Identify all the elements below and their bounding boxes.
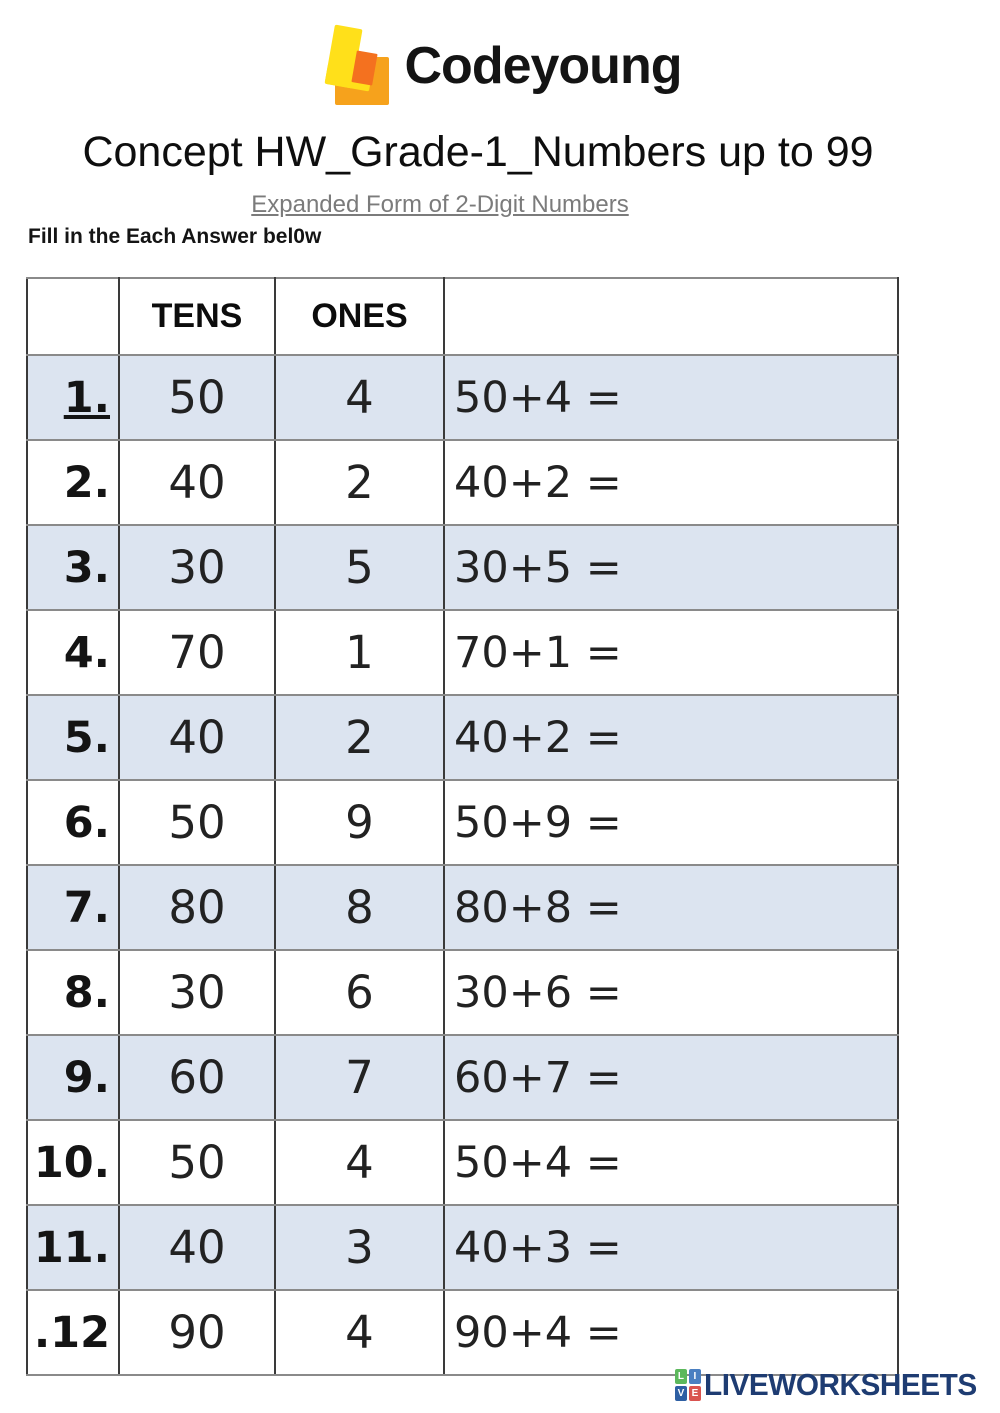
answer-cell[interactable] xyxy=(444,695,898,780)
table-row xyxy=(27,780,898,865)
tens-value: 30 xyxy=(119,950,275,1035)
instruction-text: Fill in the Each Answer bel0w xyxy=(28,225,322,248)
ones-value: 7 xyxy=(275,1035,444,1120)
codeyoung-logo xyxy=(0,22,1000,110)
liveworksheets-icon-square: E xyxy=(689,1386,701,1401)
ones-value: 8 xyxy=(275,865,444,950)
table-row xyxy=(27,1290,898,1375)
table-row xyxy=(27,1035,898,1120)
table-header xyxy=(27,278,898,355)
row-number: .12 xyxy=(27,1290,119,1375)
table-body xyxy=(27,355,898,1375)
row-number: 2. xyxy=(27,440,119,525)
answer-cell[interactable] xyxy=(444,950,898,1035)
row-number: 3. xyxy=(27,525,119,610)
tens-value: 30 xyxy=(119,525,275,610)
answer-cell[interactable] xyxy=(444,440,898,525)
worksheet-table xyxy=(26,277,899,1376)
ones-value: 6 xyxy=(275,950,444,1035)
answer-cell[interactable] xyxy=(444,865,898,950)
answer-cell[interactable] xyxy=(444,1120,898,1205)
codeyoung-logo-icon xyxy=(319,25,391,107)
tens-value: 40 xyxy=(119,695,275,780)
equation-text: 50+9 = xyxy=(454,797,622,848)
codeyoung-wordmark: Codeyoung xyxy=(404,37,682,95)
ones-value: 4 xyxy=(275,1290,444,1375)
row-number: 10. xyxy=(27,1120,119,1205)
tens-value: 70 xyxy=(119,610,275,695)
answer-cell[interactable] xyxy=(444,610,898,695)
table-row xyxy=(27,865,898,950)
table-row xyxy=(27,950,898,1035)
row-number: 8. xyxy=(27,950,119,1035)
ones-value: 4 xyxy=(275,355,444,440)
tens-value: 40 xyxy=(119,1205,275,1290)
table-row xyxy=(27,1205,898,1290)
row-number: 1. xyxy=(27,355,119,440)
answer-cell[interactable] xyxy=(444,1035,898,1120)
ones-value: 1 xyxy=(275,610,444,695)
row-number: 9. xyxy=(27,1035,119,1120)
header-blank-right xyxy=(444,278,898,355)
header-ones: ONES xyxy=(275,278,444,355)
equation-text: 60+7 = xyxy=(454,1052,622,1103)
table-row xyxy=(27,695,898,780)
ones-value: 9 xyxy=(275,780,444,865)
table-row xyxy=(27,525,898,610)
liveworksheets-icon-square: V xyxy=(675,1386,687,1401)
tens-value: 90 xyxy=(119,1290,275,1375)
ones-value: 4 xyxy=(275,1120,444,1205)
equation-text: 50+4 = xyxy=(454,372,622,423)
tens-value: 80 xyxy=(119,865,275,950)
tens-value: 50 xyxy=(119,1120,275,1205)
table-row xyxy=(27,610,898,695)
ones-value: 3 xyxy=(275,1205,444,1290)
table-row xyxy=(27,440,898,525)
header-tens: TENS xyxy=(119,278,275,355)
equation-text: 40+2 = xyxy=(454,457,622,508)
page-title: Concept HW_Grade-1_Numbers up to 99 xyxy=(82,128,874,176)
header-blank-left xyxy=(27,278,119,355)
tens-value: 60 xyxy=(119,1035,275,1120)
liveworksheets-wordmark: LIVEWORKSHEETS xyxy=(703,1367,977,1402)
answer-cell[interactable] xyxy=(444,525,898,610)
row-number: 4. xyxy=(27,610,119,695)
table-row xyxy=(27,1120,898,1205)
ones-value: 5 xyxy=(275,525,444,610)
ones-value: 2 xyxy=(275,695,444,780)
equation-text: 80+8 = xyxy=(454,882,622,933)
ones-value: 2 xyxy=(275,440,444,525)
row-number: 5. xyxy=(27,695,119,780)
liveworksheets-icon-square: I xyxy=(689,1369,701,1384)
tens-value: 40 xyxy=(119,440,275,525)
tens-value: 50 xyxy=(119,780,275,865)
equation-text: 50+4 = xyxy=(454,1137,622,1188)
liveworksheets-icon-square: L xyxy=(675,1369,687,1384)
equation-text: 30+5 = xyxy=(454,542,622,593)
row-number: 11. xyxy=(27,1205,119,1290)
tens-value: 50 xyxy=(119,355,275,440)
liveworksheets-logo xyxy=(675,1367,988,1403)
equation-text: 30+6 = xyxy=(454,967,622,1018)
equation-text: 70+1 = xyxy=(454,627,622,678)
liveworksheets-icon xyxy=(675,1369,701,1401)
answer-cell[interactable] xyxy=(444,1290,898,1375)
row-number: 6. xyxy=(27,780,119,865)
answer-cell[interactable] xyxy=(444,780,898,865)
answer-cell[interactable] xyxy=(444,1205,898,1290)
answer-cell[interactable] xyxy=(444,355,898,440)
equation-text: 40+3 = xyxy=(454,1222,622,1273)
table-row xyxy=(27,355,898,440)
row-number: 7. xyxy=(27,865,119,950)
equation-text: 90+4 = xyxy=(454,1307,622,1358)
equation-text: 40+2 = xyxy=(454,712,622,763)
page-subtitle: Expanded Form of 2-Digit Numbers xyxy=(251,191,629,218)
